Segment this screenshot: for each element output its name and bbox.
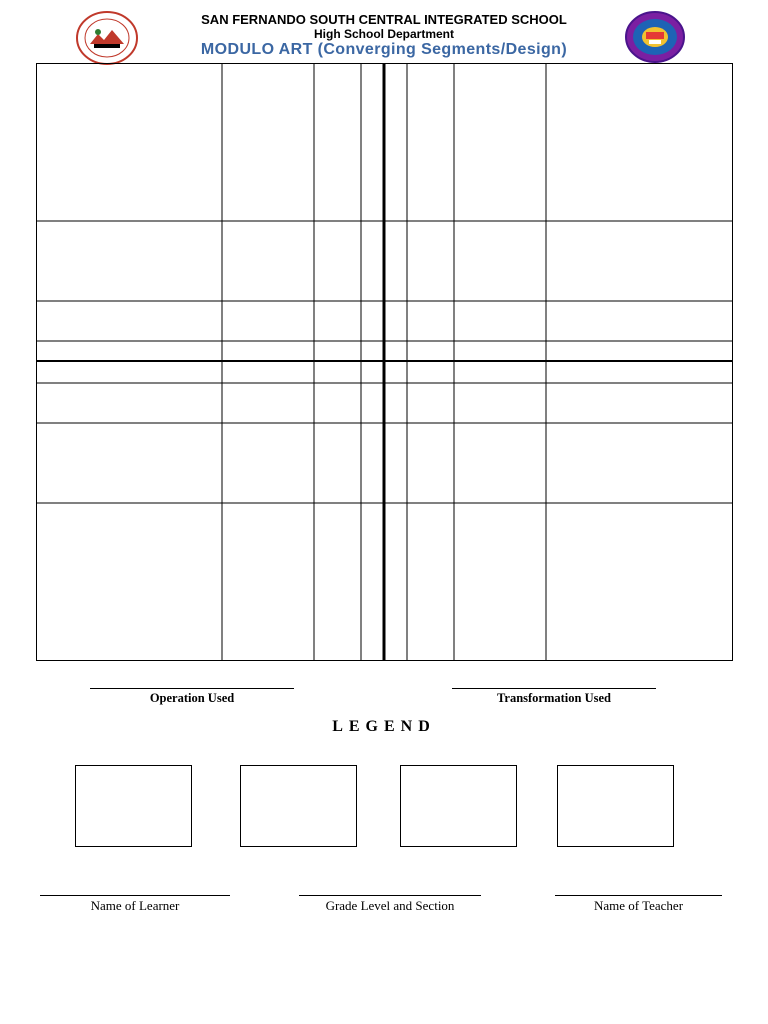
operation-used-label: Operation Used xyxy=(149,691,235,705)
legend-box-3[interactable] xyxy=(400,765,517,847)
department-name: High School Department xyxy=(313,27,454,41)
learner-name-line xyxy=(40,895,230,896)
transformation-used-field[interactable] xyxy=(452,688,656,706)
school-name: SAN FERNANDO SOUTH CENTRAL INTEGRATED SCHOOL xyxy=(201,12,567,27)
learner-name-field[interactable] xyxy=(40,895,230,914)
legend-title: LEGEND xyxy=(332,718,436,735)
legend-box-2[interactable] xyxy=(240,765,357,847)
legend-box-4[interactable] xyxy=(557,765,674,847)
grade-section-label: Grade Level and Section xyxy=(325,898,455,913)
legend-box-1[interactable] xyxy=(75,765,192,847)
transformation-used-label: Transformation Used xyxy=(496,691,611,705)
grade-section-field[interactable] xyxy=(299,895,481,914)
teacher-name-line xyxy=(555,895,722,896)
page-title: MODULO ART (Converging Segments/Design) xyxy=(200,41,568,58)
design-grid xyxy=(36,63,733,661)
teacher-name-label: Name of Teacher xyxy=(593,898,684,913)
operation-used-field[interactable] xyxy=(90,688,294,706)
teacher-name-field[interactable] xyxy=(555,895,722,914)
learner-name-label: Name of Learner xyxy=(90,898,180,913)
transformation-used-line xyxy=(452,688,656,689)
grade-section-line xyxy=(299,895,481,896)
operation-used-line xyxy=(90,688,294,689)
